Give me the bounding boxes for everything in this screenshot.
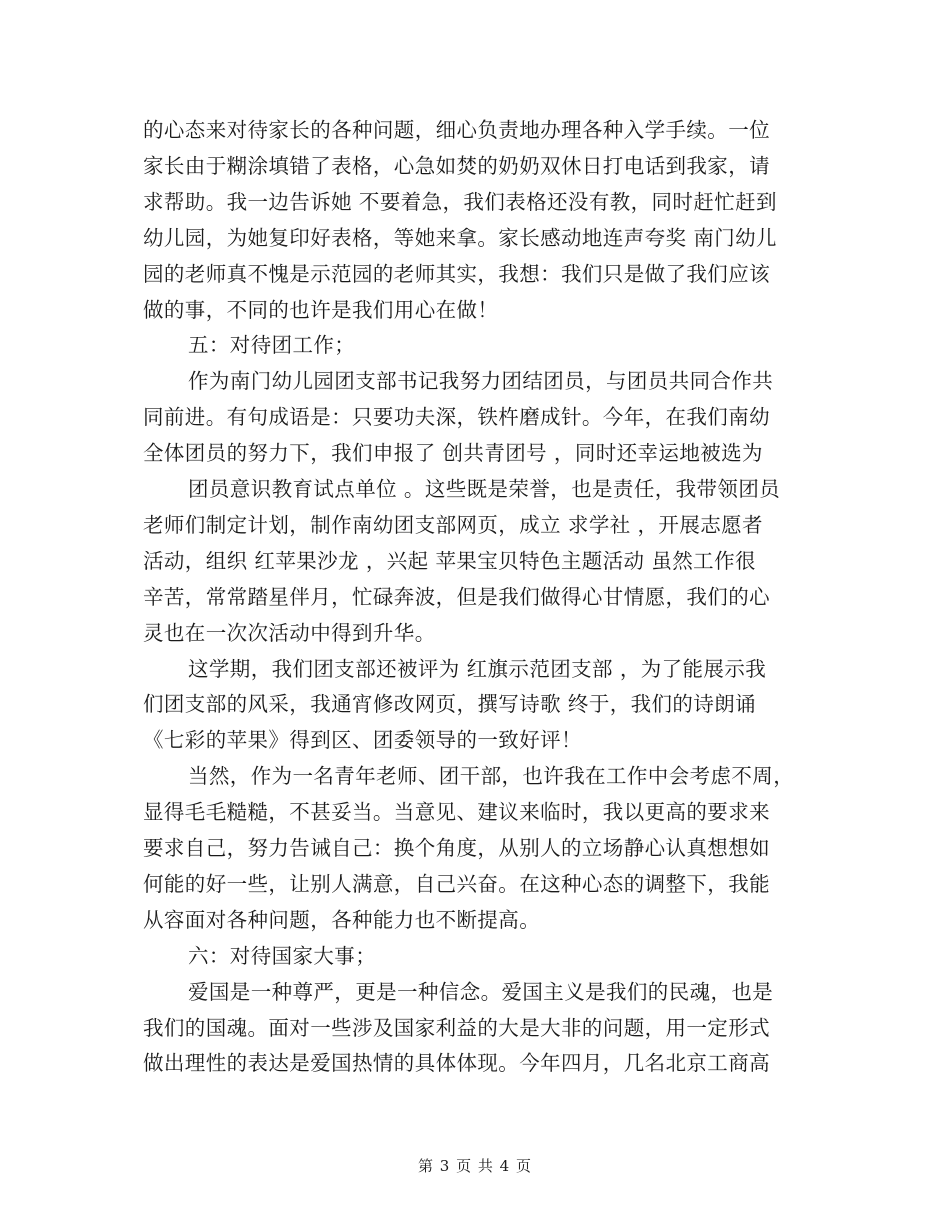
text-line: 幼儿园，为她复印好表格，等她来拿。家长感动地连声夸奖 南门幼儿 bbox=[143, 225, 777, 250]
text-line: 这学期，我们团支部还被评为 红旗示范团支部 ，为了能展示我 bbox=[188, 656, 767, 681]
text-line: 爱国是一种尊严，更是一种信念。爱国主义是我们的民魂，也是 bbox=[188, 979, 774, 1004]
text-line: 求帮助。我一边告诉她 不要着急，我们表格还没有教，同时赶忙赶到 bbox=[143, 189, 777, 214]
text-line: 的心态来对待家长的各种问题，细心负责地办理各种入学手续。一位 bbox=[143, 118, 770, 142]
text-line: 老师们制定计划，制作南幼团支部网页，成立 求学社 ，开展志愿者 bbox=[143, 512, 763, 537]
text-line: 从容面对各种问题，各种能力也不断提高。 bbox=[143, 907, 541, 932]
text-line: 灵也在一次次活动中得到升华。 bbox=[143, 620, 436, 645]
text-line: 五：对待团工作； bbox=[188, 333, 356, 358]
text-line: 显得毛毛糙糙，不甚妥当。当意见、建议来临时，我以更高的要求来 bbox=[143, 800, 770, 825]
text-line: 们团支部的风采，我通宵修改网页，撰写诗歌 终于，我们的诗朗诵 bbox=[143, 692, 757, 717]
text-line: 团员意识教育试点单位 。这些既是荣誉，也是责任，我带领团员 bbox=[188, 477, 781, 501]
text-line: 做的事，不同的也许是我们用心在做！ bbox=[143, 297, 499, 322]
text-line: 全体团员的努力下，我们申报了 创共青团号 ，同时还幸运地被选为 bbox=[143, 441, 763, 466]
text-line: 当然，作为一名青年老师、团干部，也许我在工作中会考虑不周， bbox=[188, 764, 795, 789]
page-number-footer: 第 3 页 共 4 页 bbox=[418, 1157, 532, 1175]
text-line: 《七彩的苹果》得到区、团委领导的一致好评！ bbox=[143, 728, 582, 753]
text-line: 作为南门幼儿园团支部书记我努力团结团员，与团员共同合作共 bbox=[188, 369, 774, 394]
text-line: 活动，组织 红苹果沙龙 ，兴起 苹果宝贝特色主题活动 虽然工作很 bbox=[143, 548, 756, 573]
text-line: 六：对待国家大事； bbox=[188, 943, 377, 968]
text-line: 我们的国魂。面对一些涉及国家利益的大是大非的问题，用一定形式 bbox=[143, 1015, 770, 1040]
text-line: 何能的好一些，让别人满意，自己兴奋。在这种心态的调整下，我能 bbox=[143, 871, 770, 896]
text-line: 做出理性的表达是爱国热情的具体体现。今年四月，几名北京工商高 bbox=[143, 1051, 770, 1076]
text-line: 同前进。有句成语是：只要功夫深，铁杵磨成针。今年，在我们南幼 bbox=[143, 405, 770, 430]
text-line: 要求自己，努力告诫自己：换个角度，从别人的立场静心认真想想如 bbox=[143, 836, 770, 860]
text-line: 家长由于糊涂填错了表格，心急如焚的奶奶双休日打电话到我家，请 bbox=[143, 153, 770, 178]
text-line: 辛苦，常常踏星伴月，忙碌奔波，但是我们做得心甘情愿，我们的心 bbox=[143, 584, 770, 609]
text-line: 园的老师真不愧是示范园的老师其实，我想：我们只是做了我们应该 bbox=[143, 261, 770, 286]
